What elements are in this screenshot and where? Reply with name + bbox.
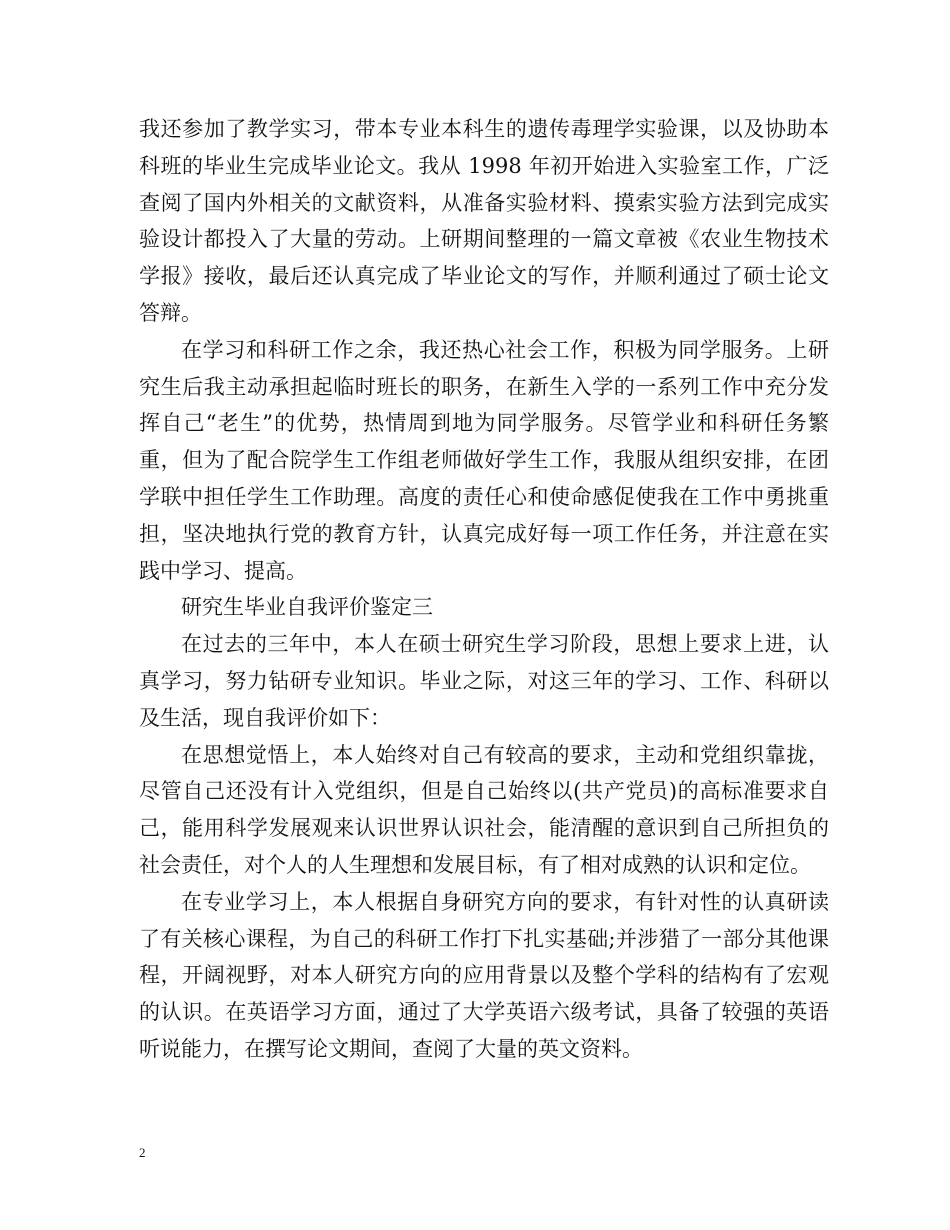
paragraph-4: 在思想觉悟上，本人始终对自己有较高的要求，主动和党组织靠拢，尽管自己还没有计入党组织，但是自己始终以(共产党员)的高标准要求自己，能用科学发展观来认识世界认识社会，能清醒的意识到自己所担负的社会责任，对个人的人生理想和发展目标，有了相对成熟的认识和定位。 — [139, 742, 829, 877]
paragraph-2: 在学习和科研工作之余，我还热心社会工作，积极为同学服务。上研究生后我主动承担起临时班长的职务，在新生入学的一系列工作中充分发挥自己“老生”的优势，热情周到地为同学服务。尽管学业和科研任务繁重，但为了配合院学生工作组老师做好学生工作，我服从组织安排，在团学联中担任学生工作助理。高度的责任心和使命感促使我在工作中勇挑重担，坚决地执行党的教育方针，认真完成好每一项工作任务，并注意在实践中学习、提高。 — [139, 337, 829, 583]
paragraph-5: 在专业学习上，本人根据自身研究方向的要求，有针对性的认真研读了有关核心课程，为自己的科研工作打下扎实基础;并涉猎了一部分其他课程，开阔视野，对本人研究方向的应用背景以及整个学科的结构有了宏观的认识。在英语学习方面，通过了大学英语六级考试，具备了较强的英语听说能力，在撰写论文期间，查阅了大量的英文资料。 — [139, 889, 829, 1061]
paragraph-1: 我还参加了教学实习，带本专业本科生的遗传毒理学实验课，以及协助本科班的毕业生完成毕业论文。我从 1998 年初开始进入实验室工作，广泛查阅了国内外相关的文献资料，从准备实验材料、摸索实验方法到完成实验设计都投入了大量的劳动。上研期间整理的一篇文章被《农业生物技术学报》接收，最后还认真完成了毕业论文的写作，并顺利通过了硕士论文答辩。 — [139, 117, 829, 325]
section-heading: 研究生毕业自我评价鉴定三 — [181, 595, 433, 620]
body-text — [139, 111, 829, 1068]
page-number: 2 — [139, 1145, 146, 1160]
paragraph-3: 在过去的三年中，本人在硕士研究生学习阶段，思想上要求上进，认真学习，努力钻研专业知识。毕业之际，对这三年的学习、工作、科研以及生活，现自我评价如下： — [139, 632, 829, 730]
